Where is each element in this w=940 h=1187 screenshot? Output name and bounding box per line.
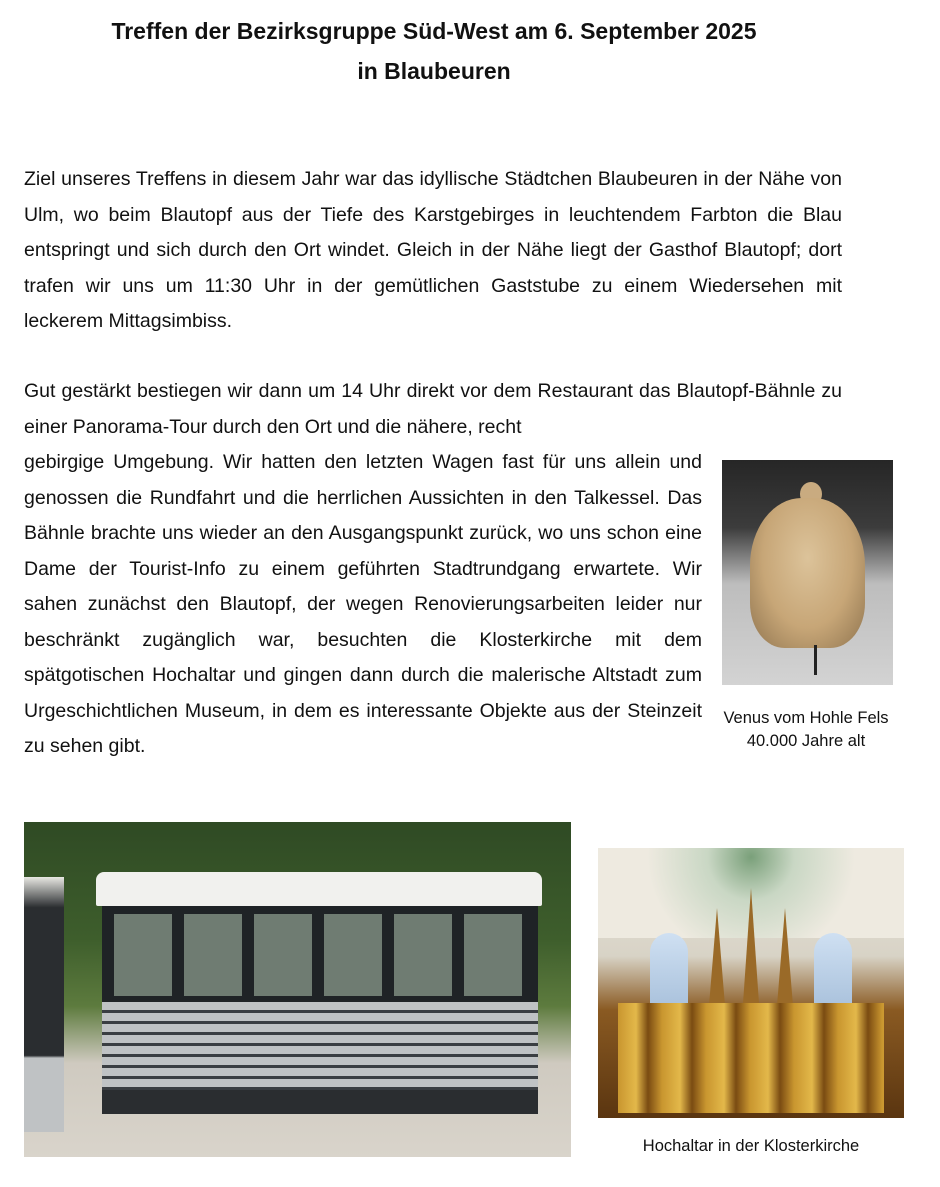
high-altar-photo (598, 848, 904, 1118)
train-roof (96, 872, 542, 906)
altar-caption: Hochaltar in der Klosterkirche (642, 1137, 860, 1155)
venus-figurine-photo (722, 460, 893, 685)
train-chassis (102, 1090, 538, 1114)
paragraph-2-rest: gebirgige Umgebung. Wir hatten den letzten Wagen fast für uns allein und genossen die Rundfahrt und die herrlichen Aussichten in den Talkessel. Das Bähnle brachte uns wieder an den Ausgangspunkt zurück, wo uns schon eine Dame der Tourist-Info zu einem geführten Stadtrundgang erwartete. Wir sahen zunächst den Blautopf, der wegen Renovierungsarbeiten leider nur beschränkt zugänglich war, besuchten die Klosterkirche mit dem spätgotischen Hochaltar und gingen dann durch die malerische Altstadt zum Urgeschichtlichen Museum, in dem es interessante Objekte aus der Steinzeit zu sehen gibt. (24, 451, 702, 757)
altar-panels (618, 1003, 884, 1113)
figurine-body (750, 498, 865, 648)
venus-caption-line-2: 40.000 Jahre alt (746, 732, 866, 750)
page-title-line-1: Treffen der Bezirksgruppe Süd-West am 6. September 2025 (111, 18, 757, 44)
train-window (324, 914, 382, 996)
altar-spire (708, 908, 726, 1018)
paragraph-2-intro: Gut gestärkt bestiegen wir dann um 14 Uhr direkt vor dem Restaurant das Blautopf-Bähnle zu einer Panorama-Tour durch den Ort und die nähere, recht (24, 380, 842, 438)
train-window (394, 914, 452, 996)
venus-caption (708, 707, 904, 753)
train-window (184, 914, 242, 996)
venus-caption-line-1: Venus vom Hohle Fels (723, 709, 889, 727)
train-lower-panels (102, 1002, 538, 1092)
altar-spire (742, 888, 760, 1018)
page-title-line-2: in Blaubeuren (357, 58, 511, 84)
train-window (114, 914, 172, 996)
train-window (464, 914, 522, 996)
paragraph-1: Ziel unseres Treffens in diesem Jahr war das idyllische Städtchen Blaubeuren in der Nähe von Ulm, wo beim Blautopf aus der Tiefe des Karstgebirges in leuchtendem Farbton die Blau entspringt und sich durch den Ort windet. Gleich in der Nähe liegt der Gasthof Blautopf; dort trafen wir uns um 11:30 Uhr in der gemütlichen Gaststube zu einem Wiedersehen mit leckerem Mittagsimbiss. (24, 168, 842, 332)
train-window (254, 914, 312, 996)
train-photo (24, 822, 571, 1157)
altar-spire (776, 908, 794, 1018)
figurine-stand (814, 645, 817, 675)
train-front-car (24, 877, 64, 1132)
